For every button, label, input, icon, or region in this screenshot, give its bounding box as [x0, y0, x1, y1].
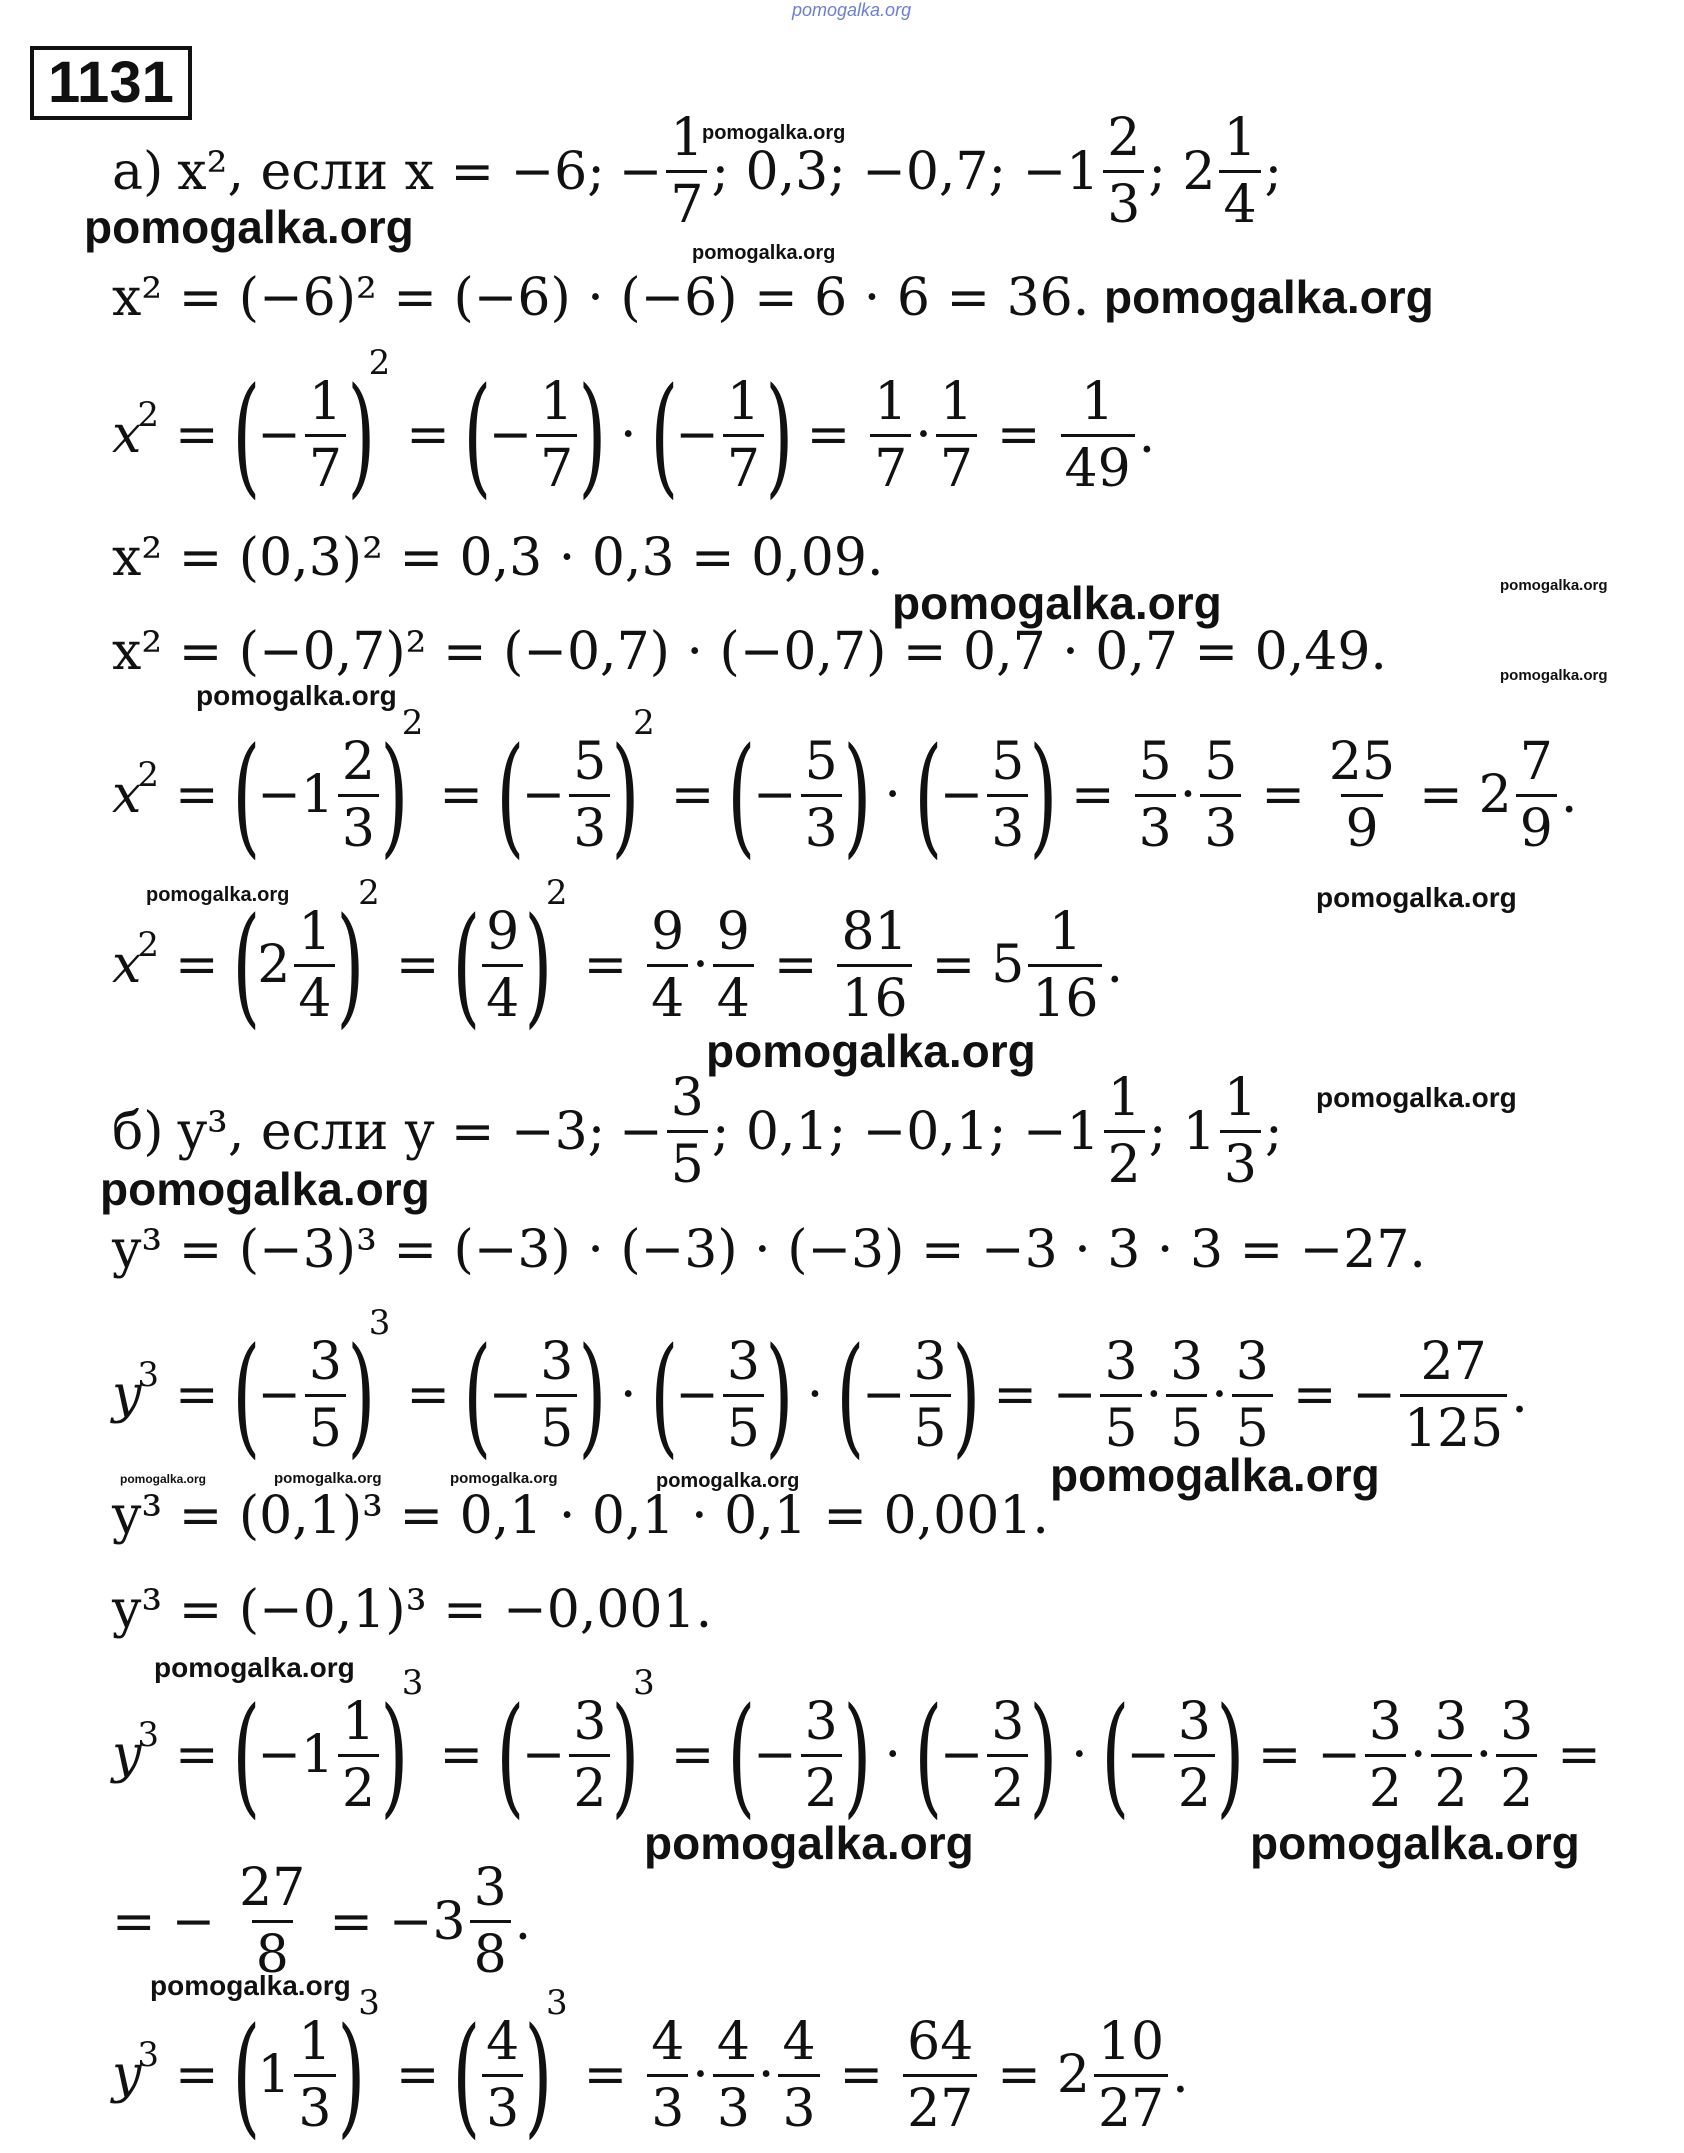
part-b-header: б) y³, если y = −3; − $\frac{3}{5}$ ; 0,1; −0,1; −1 $\frac{1}{2}$ ; 1 $\frac{1}{3}$ ; — [112, 1068, 1283, 1195]
part-b-step-4: y³ = (−0,1)³ = −0,001. — [112, 1580, 713, 1640]
watermark: pomogalka.org — [1316, 882, 1517, 913]
watermark: pomogalka.org — [1050, 1449, 1380, 1501]
part-a-step-4: x² = (−0,7)² = (−0,7) · (−0,7) = 0,7 · 0,7 = 0,49. — [112, 622, 1387, 682]
part-a-step-2: x 2 = ( − $\frac{1}{7}$ ) 2 = ( − $\frac{1}{7}$ ) · ( − $\frac{1}{7}$ ) = $\frac{1}{7}$ · $\frac{1}{7}$ = $\frac{1}{49}$ . — [112, 343, 1156, 511]
watermark: pomogalka.org — [692, 242, 836, 264]
watermark-top: pomogalka.org — [792, 0, 912, 20]
watermark: pomogalka.org — [100, 1163, 430, 1215]
part-a-step-5: x 2 = ( −1 $\frac{2}{3}$ ) 2 = ( − $\frac{5}{3}$ ) 2 = ( − $\frac{5}{3}$ ) · ( − $\frac{5}{3}$ ) = $\frac{5}{3}$ · $\frac{5}{3}$ = $\frac{25}{9}$ = 2 $\frac{7}{9}$ . — [112, 703, 1578, 871]
part-a-header: а) x², если x = −6; − $\frac{1}{7}$ ; 0,3; −0,7; −1 $\frac{2}{3}$ ; 2 $\frac{1}{4}$ ; — [112, 108, 1283, 235]
watermark: pomogalka.org — [702, 122, 846, 144]
watermark: pomogalka.org — [146, 884, 290, 906]
part-a-step-1: x² = (−6)² = (−6) · (−6) = 6 · 6 = 36. — [112, 268, 1090, 328]
watermark: pomogalka.org — [656, 1470, 800, 1492]
part-b-step-3: y³ = (0,1)³ = 0,1 · 0,1 · 0,1 = 0,001. — [112, 1486, 1049, 1546]
watermark: pomogalka.org — [1250, 1817, 1580, 1869]
watermark: pomogalka.org — [84, 201, 414, 253]
watermark: pomogalka.org — [1500, 577, 1608, 594]
watermark: pomogalka.org — [196, 680, 397, 711]
watermark: pomogalka.org — [644, 1817, 974, 1869]
part-b-step-1: y³ = (−3)³ = (−3) · (−3) · (−3) = −3 · 3 · 3 = −27. — [112, 1220, 1426, 1280]
part-b-step-5-cont: = − $\frac{27}{8}$ = −3 $\frac{3}{8}$ . — [112, 1858, 532, 1985]
watermark: pomogalka.org — [450, 1470, 558, 1487]
part-a-label: а) — [112, 141, 164, 202]
watermark: pomogalka.org — [1500, 667, 1608, 684]
part-b-step-2: y 3 = ( − $\frac{3}{5}$ ) 3 = ( − $\frac{3}{5}$ ) · ( − $\frac{3}{5}$ ) · ( − $\frac{3}{5}$ ) = − $\frac{3}{5}$ · $\frac{3}{5}$ · $\frac{3}{5}$ = − $\frac{27}{125}$ . — [112, 1303, 1528, 1471]
watermark: pomogalka.org — [1316, 1082, 1517, 1113]
watermark: pomogalka.org — [706, 1025, 1036, 1077]
part-b-given-tail: ; 0,1; −0,1; −1 — [711, 1101, 1100, 1162]
watermark: pomogalka.org — [120, 1472, 207, 1486]
part-b-label: б) — [112, 1101, 164, 1162]
watermark: pomogalka.org — [1104, 271, 1434, 323]
part-a-given-tail: ; 0,3; −0,7; −1 — [711, 141, 1100, 202]
problem-number: 1131 — [30, 46, 192, 120]
part-b-step-6: y 3 = ( 1 $\frac{1}{3}$ ) 3 = ( $\frac{4}{3}$ ) 3 = $\frac{4}{3}$ · $\frac{4}{3}$ · $\frac{4}{3}$ = $\frac{64}{27}$ = 2 $\frac{10}{27}$ . — [112, 1983, 1189, 2151]
part-a-step-6: x 2 = ( 2 $\frac{1}{4}$ ) 2 = ( $\frac{9}{4}$ ) 2 = $\frac{9}{4}$ · $\frac{9}{4}$ = $\frac{81}{16}$ = 5 $\frac{1}{16}$ . — [112, 873, 1123, 1041]
watermark: pomogalka.org — [154, 1652, 355, 1683]
part-b-step-5: y 3 = ( −1 $\frac{1}{2}$ ) 3 = ( − $\frac{3}{2}$ ) 3 = ( − $\frac{3}{2}$ ) · ( − $\frac{3}{2}$ ) · ( − $\frac{3}{2}$ ) = − $\frac{3}{2}$ · $\frac{3}{2}$ · $\frac{3}{2}$ = — [112, 1663, 1601, 1831]
watermark: pomogalka.org — [274, 1470, 382, 1487]
part-a-step-3: x² = (0,3)² = 0,3 · 0,3 = 0,09. — [112, 528, 884, 588]
part-b-task: y³, если y = −3; — [177, 1101, 606, 1162]
part-a-task: x², если x = −6; — [177, 141, 605, 202]
watermark: pomogalka.org — [150, 1970, 351, 2001]
watermark: pomogalka.org — [892, 577, 1222, 629]
